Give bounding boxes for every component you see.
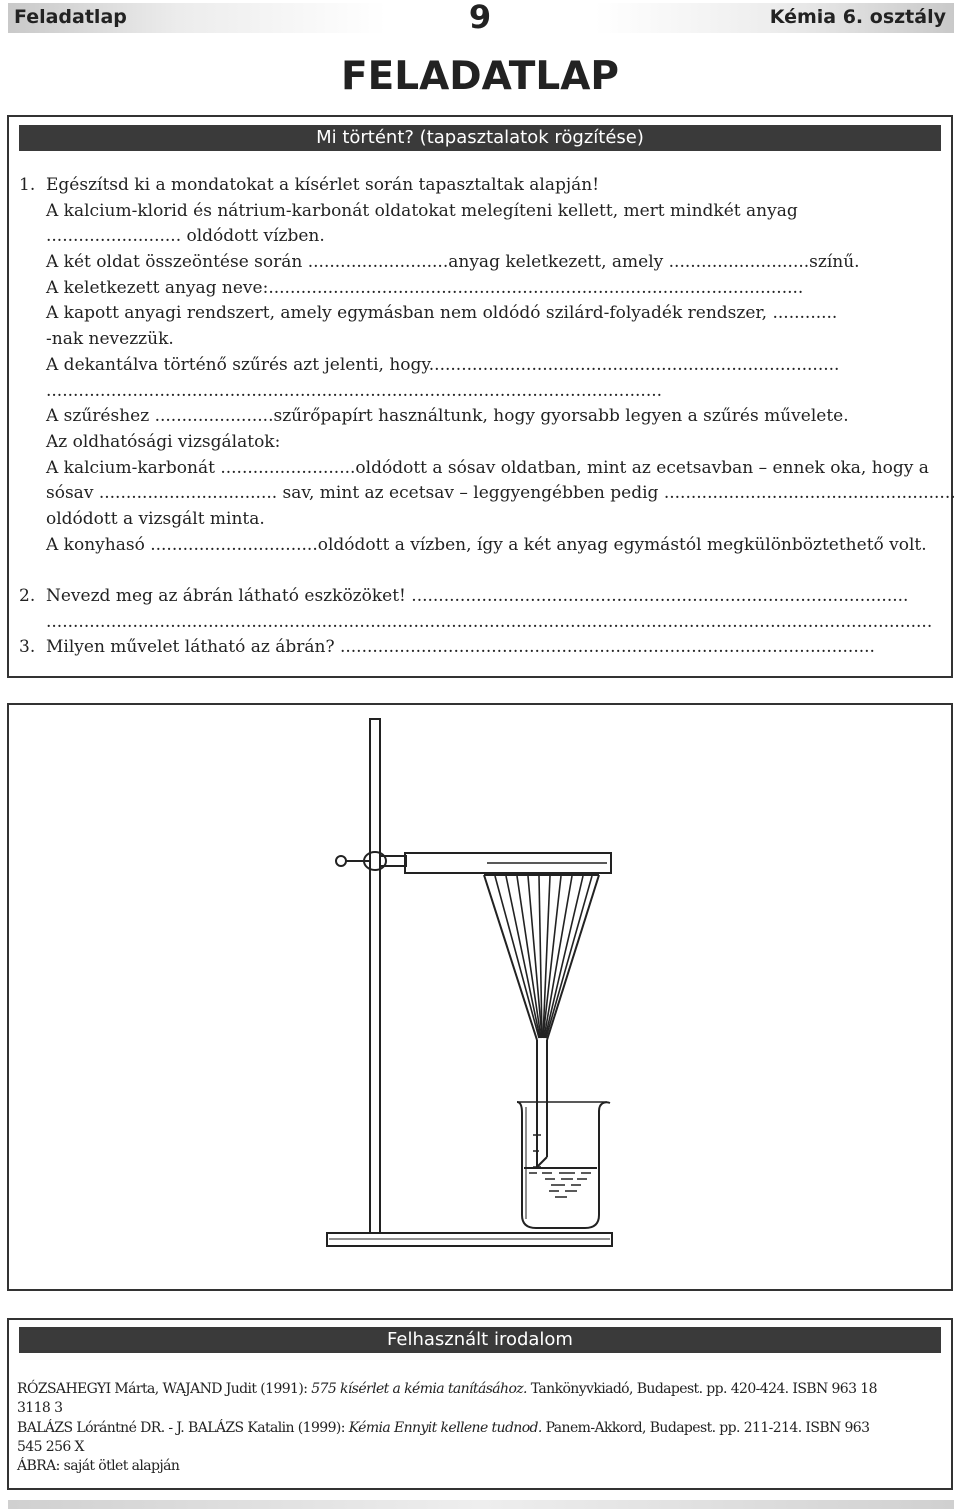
- question-line: [19, 276, 945, 302]
- question-text: Milyen művelet látható az ábrán? ...................................................................................................: [46, 637, 875, 658]
- page-number: 9: [468, 0, 492, 36]
- question-text: A dekantálva történő szűrés azt jelenti, hogy............................................................................: [46, 354, 840, 375]
- question-text: A kapott anyagi rendszert, amely egymásban nem oldódó szilárd-folyadék rendszer, ............: [46, 303, 838, 324]
- question-text: Az oldhatósági vizsgálatok:: [46, 431, 281, 452]
- question-number: 1.: [19, 175, 36, 195]
- header-right: Kémia 6. osztály: [769, 6, 946, 28]
- reference-list: [17, 1380, 939, 1476]
- question-line: [19, 558, 945, 584]
- worksheet-section: [7, 115, 956, 678]
- question-text: ....................................................................................................................................................................: [46, 611, 933, 632]
- references-bar: Felhasznált irodalom: [19, 1327, 941, 1353]
- question-line: [19, 635, 945, 661]
- question-text: Egészítsd ki a mondatokat a kísérlet során tapasztaltak alapján!: [46, 175, 600, 195]
- stand-rod: [370, 719, 380, 1233]
- question-text: ..................................................................................................................: [46, 380, 663, 401]
- clamp-arm: [380, 856, 406, 866]
- reference-1-cont: 3118 3: [17, 1400, 63, 1417]
- question-line: [19, 301, 945, 327]
- question-text: sósav ................................. sav, mint az ecetsav – leggyengébben pedig ......................................................: [46, 483, 956, 504]
- question-line: [19, 456, 945, 482]
- question-line: [19, 327, 945, 353]
- question-text: ......................... oldódott vízben.: [46, 226, 325, 247]
- question-text: A szűréshez ......................szűrőpapírt használtunk, hogy gyorsabb legyen a szűrés művelete.: [46, 406, 849, 427]
- question-line: [19, 610, 945, 636]
- question-text: -nak nevezzük.: [46, 329, 174, 350]
- question-text: oldódott a vizsgált minta.: [46, 508, 265, 529]
- header-left: Feladatlap: [14, 6, 127, 28]
- question-line: [19, 173, 945, 199]
- question-line: [19, 379, 945, 405]
- filtration-apparatus-figure: [9, 705, 951, 1289]
- page-title: FELADATLAP: [340, 54, 620, 99]
- question-line: [19, 533, 945, 559]
- reference-3: ÁBRA: saját ötlet alapján: [17, 1458, 180, 1475]
- figure-box: [7, 703, 953, 1291]
- clamp-knob: [336, 856, 346, 866]
- reference-2: BALÁZS Lórántné DR. - J. BALÁZS Katalin (1999): Kémia Ennyit kellene tudnod. Panem-Akkord, Budapest. pp. 211-214. ISBN 963: [17, 1419, 870, 1436]
- question-line: [19, 353, 945, 379]
- question-number: 2.: [19, 586, 36, 606]
- question-lines: [19, 173, 956, 661]
- question-line: [19, 430, 945, 456]
- question-line: [19, 507, 945, 533]
- footer-bar: [8, 1500, 954, 1509]
- question-text: Nevezd meg az ábrán látható eszközöket! ............................................................................................: [46, 586, 909, 606]
- references-section: [7, 1318, 953, 1490]
- question-text: A kalcium-klorid és nátrium-karbonát oldatokat melegíteni kellett, mert mindkét anyag: [46, 200, 798, 221]
- question-line: [19, 404, 945, 430]
- liquid-hatching: [529, 1173, 591, 1197]
- question-line: [19, 584, 945, 610]
- question-number: 3.: [19, 637, 36, 658]
- reference-2-cont: 545 256 X: [17, 1438, 84, 1455]
- question-line: [19, 250, 945, 276]
- question-line: [19, 481, 956, 507]
- question-text: A két oldat összeöntése során ..........................anyag keletkezett, amely ..........................színű.: [46, 252, 860, 273]
- question-text: A kalcium-karbonát .........................oldódott a sósav oldatban, mint az ecetsavban – ennek oka, hogy a: [46, 457, 929, 478]
- beaker: [517, 1102, 610, 1228]
- section-bar: Mi történt? (tapasztalatok rögzítése): [19, 125, 941, 151]
- reference-1: RÓZSAHEGYI Márta, WAJAND Judit (1991): 575 kísérlet a kémia tanításához. Tankönyvkiadó, Budapest. pp. 420-424. ISBN 963 18: [17, 1381, 877, 1397]
- question-text: A keletkezett anyag neve:...................................................................................................: [46, 277, 804, 298]
- question-line: [19, 199, 945, 225]
- question-text: A konyhasó ...............................oldódott a vízben, így a két anyag egymástól megkülönböztethető volt.: [46, 534, 927, 555]
- question-line: [19, 224, 945, 250]
